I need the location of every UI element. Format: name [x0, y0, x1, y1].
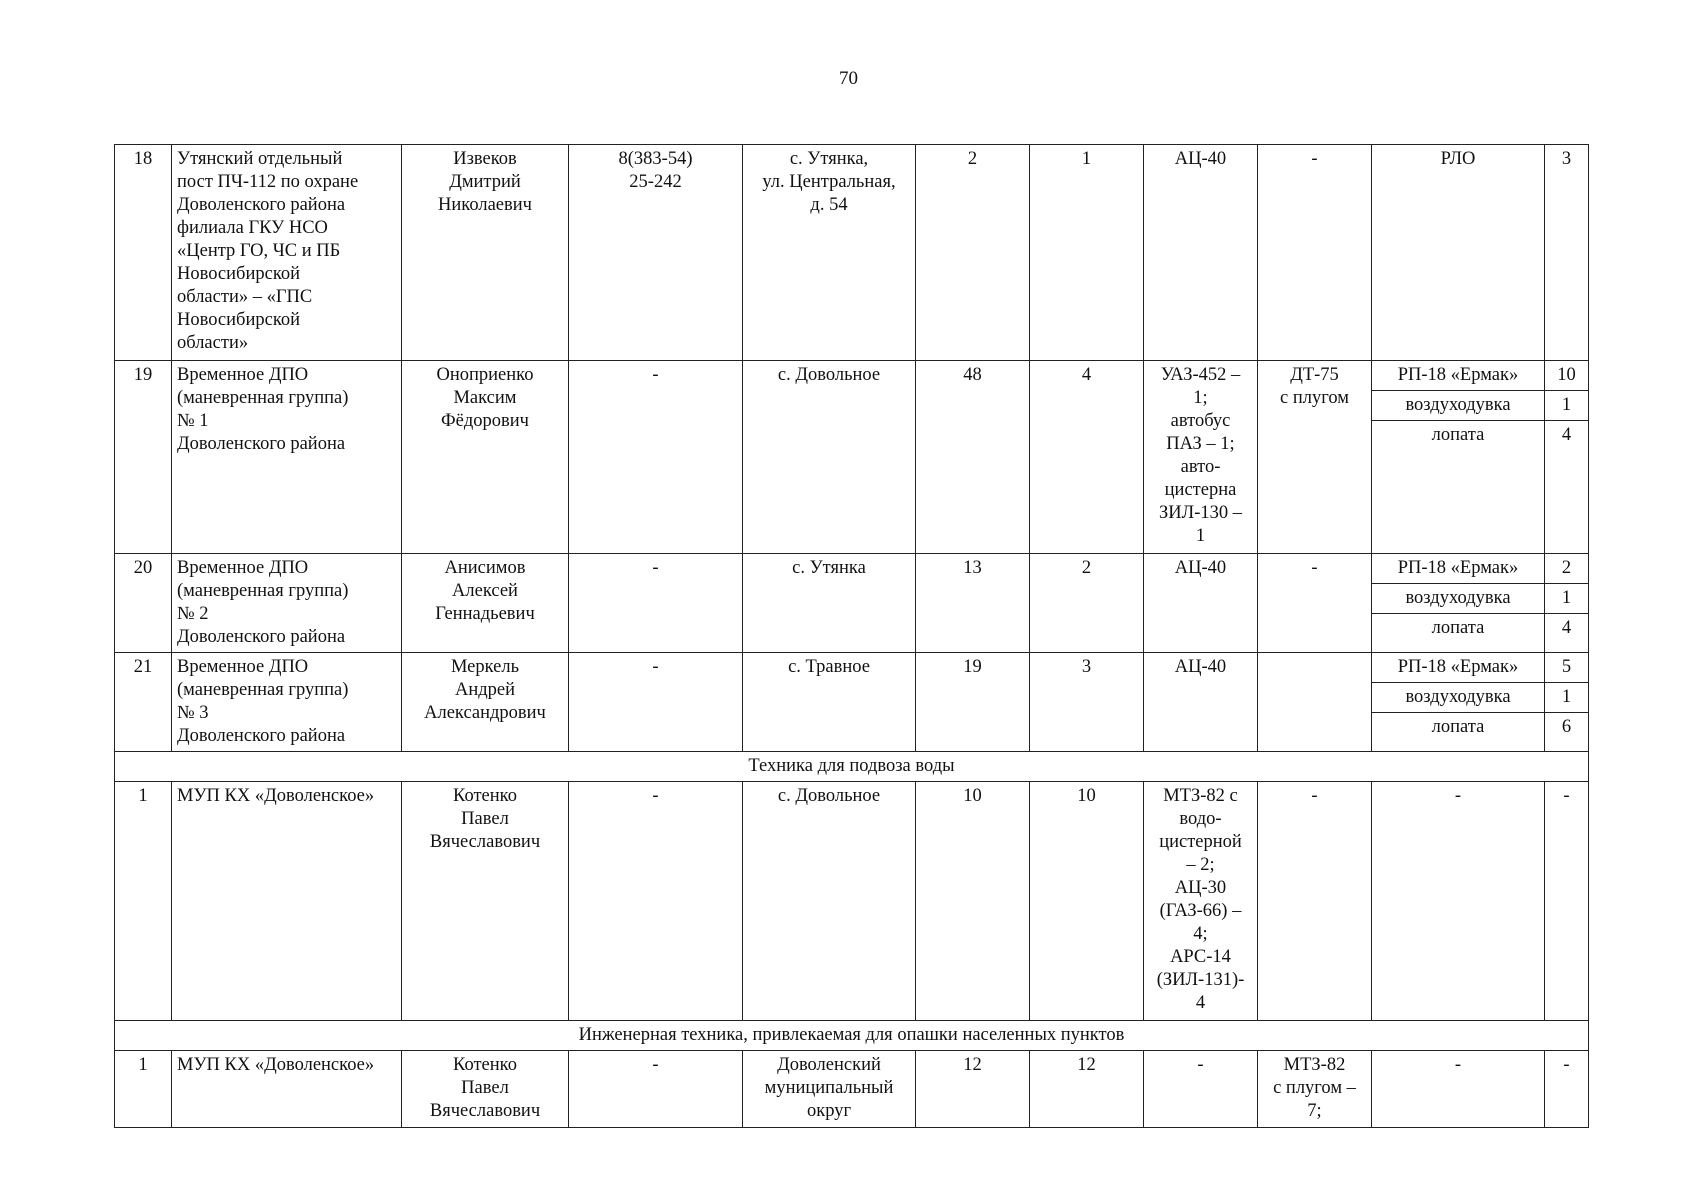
- table-row: [115, 1051, 1589, 1128]
- cell-equipment-qty: 1: [1545, 683, 1589, 713]
- cell-phone: -: [569, 361, 743, 554]
- cell-organization: Временное ДПО (маневренная группа) № 2 Доволенского района: [172, 554, 402, 653]
- cell-people: 10: [916, 782, 1030, 1021]
- cell-organization: МУП КХ «Доволенское»: [172, 782, 402, 1021]
- cell-head: Оноприенко Максим Фёдорович: [402, 361, 569, 554]
- cell-special: МТЗ-82 с плугом – 7;: [1258, 1051, 1372, 1128]
- cell-equipment-name: лопата: [1372, 614, 1545, 653]
- cell-people: 48: [916, 361, 1030, 554]
- cell-organization: Утянский отдельный пост ПЧ-112 по охране Доволенского района филиала ГКУ НСО «Центр ГО, ЧС и ПБ Новосибирской области» – «ГПС Новосибирской области»: [172, 145, 402, 361]
- cell-phone: 8(383-54) 25-242: [569, 145, 743, 361]
- cell-head: Анисимов Алексей Геннадьевич: [402, 554, 569, 653]
- cell-phone: -: [569, 782, 743, 1021]
- cell-equipment-name: РП-18 «Ермак»: [1372, 554, 1545, 584]
- cell-number: 20: [115, 554, 172, 653]
- section-row: [115, 1021, 1589, 1051]
- cell-equipment-name: -: [1372, 782, 1545, 1021]
- cell-equipment-qty: 10: [1545, 361, 1589, 391]
- cell-equipment-qty: 4: [1545, 614, 1589, 653]
- cell-equipment-qty: 6: [1545, 713, 1589, 752]
- table-row: [115, 653, 1589, 683]
- cell-special: -: [1258, 554, 1372, 653]
- cell-address: с. Довольное: [743, 361, 916, 554]
- cell-number: 21: [115, 653, 172, 752]
- cell-people: 13: [916, 554, 1030, 653]
- cell-equipment-name: РП-18 «Ермак»: [1372, 653, 1545, 683]
- table-row: [115, 554, 1589, 584]
- cell-number: 1: [115, 782, 172, 1021]
- cell-address: с. Травное: [743, 653, 916, 752]
- table-row: [115, 145, 1589, 361]
- cell-special: [1258, 653, 1372, 752]
- cell-equipment-name: воздуходувка: [1372, 391, 1545, 421]
- cell-units: 3: [1030, 653, 1144, 752]
- cell-units: 4: [1030, 361, 1144, 554]
- cell-vehicles: МТЗ-82 с водо- цистерной – 2; АЦ-30 (ГАЗ-66) – 4; АРС-14 (ЗИЛ-131)- 4: [1144, 782, 1258, 1021]
- cell-people: 19: [916, 653, 1030, 752]
- cell-address: Доволенский муниципальный округ: [743, 1051, 916, 1128]
- cell-equipment-name: РП-18 «Ермак»: [1372, 361, 1545, 391]
- cell-head: Извеков Дмитрий Николаевич: [402, 145, 569, 361]
- cell-address: с. Утянка, ул. Центральная, д. 54: [743, 145, 916, 361]
- cell-address: с. Довольное: [743, 782, 916, 1021]
- cell-organization: Временное ДПО (маневренная группа) № 3 Доволенского района: [172, 653, 402, 752]
- cell-equipment-name: -: [1372, 1051, 1545, 1128]
- cell-units: 12: [1030, 1051, 1144, 1128]
- cell-equipment-name: воздуходувка: [1372, 683, 1545, 713]
- cell-equipment-qty: 1: [1545, 584, 1589, 614]
- cell-head: Котенко Павел Вячеславович: [402, 782, 569, 1021]
- cell-equipment-qty: 5: [1545, 653, 1589, 683]
- cell-equipment-qty: -: [1545, 782, 1589, 1021]
- cell-special: -: [1258, 782, 1372, 1021]
- cell-units: 10: [1030, 782, 1144, 1021]
- table-row: [115, 782, 1589, 1021]
- cell-equipment-qty: 3: [1545, 145, 1589, 361]
- cell-number: 18: [115, 145, 172, 361]
- section-title-water: Техника для подвоза воды: [115, 752, 1589, 782]
- cell-special: ДТ-75 с плугом: [1258, 361, 1372, 554]
- cell-phone: -: [569, 554, 743, 653]
- resources-table: [114, 144, 1589, 1128]
- cell-number: 1: [115, 1051, 172, 1128]
- cell-equipment-qty: -: [1545, 1051, 1589, 1128]
- cell-phone: -: [569, 1051, 743, 1128]
- cell-people: 12: [916, 1051, 1030, 1128]
- cell-equipment-qty: 1: [1545, 391, 1589, 421]
- cell-equipment-name: лопата: [1372, 421, 1545, 554]
- cell-address: с. Утянка: [743, 554, 916, 653]
- cell-head: Меркель Андрей Александрович: [402, 653, 569, 752]
- section-title-engineering: Инженерная техника, привлекаемая для опашки населенных пунктов: [115, 1021, 1589, 1051]
- cell-organization: Временное ДПО (маневренная группа) № 1 Доволенского района: [172, 361, 402, 554]
- cell-vehicles: -: [1144, 1051, 1258, 1128]
- cell-number: 19: [115, 361, 172, 554]
- cell-equipment-qty: 4: [1545, 421, 1589, 554]
- cell-vehicles: УАЗ-452 – 1; автобус ПАЗ – 1; авто- цистерна ЗИЛ-130 – 1: [1144, 361, 1258, 554]
- page-number: 70: [839, 68, 858, 89]
- cell-special: -: [1258, 145, 1372, 361]
- cell-equipment-qty: 2: [1545, 554, 1589, 584]
- cell-organization: МУП КХ «Доволенское»: [172, 1051, 402, 1128]
- cell-vehicles: АЦ-40: [1144, 653, 1258, 752]
- table-row: [115, 361, 1589, 391]
- cell-units: 2: [1030, 554, 1144, 653]
- cell-equipment-name: воздуходувка: [1372, 584, 1545, 614]
- section-row: [115, 752, 1589, 782]
- cell-equipment-name: РЛО: [1372, 145, 1545, 361]
- cell-vehicles: АЦ-40: [1144, 145, 1258, 361]
- cell-equipment-name: лопата: [1372, 713, 1545, 752]
- cell-phone: -: [569, 653, 743, 752]
- cell-vehicles: АЦ-40: [1144, 554, 1258, 653]
- cell-units: 1: [1030, 145, 1144, 361]
- cell-head: Котенко Павел Вячеславович: [402, 1051, 569, 1128]
- cell-people: 2: [916, 145, 1030, 361]
